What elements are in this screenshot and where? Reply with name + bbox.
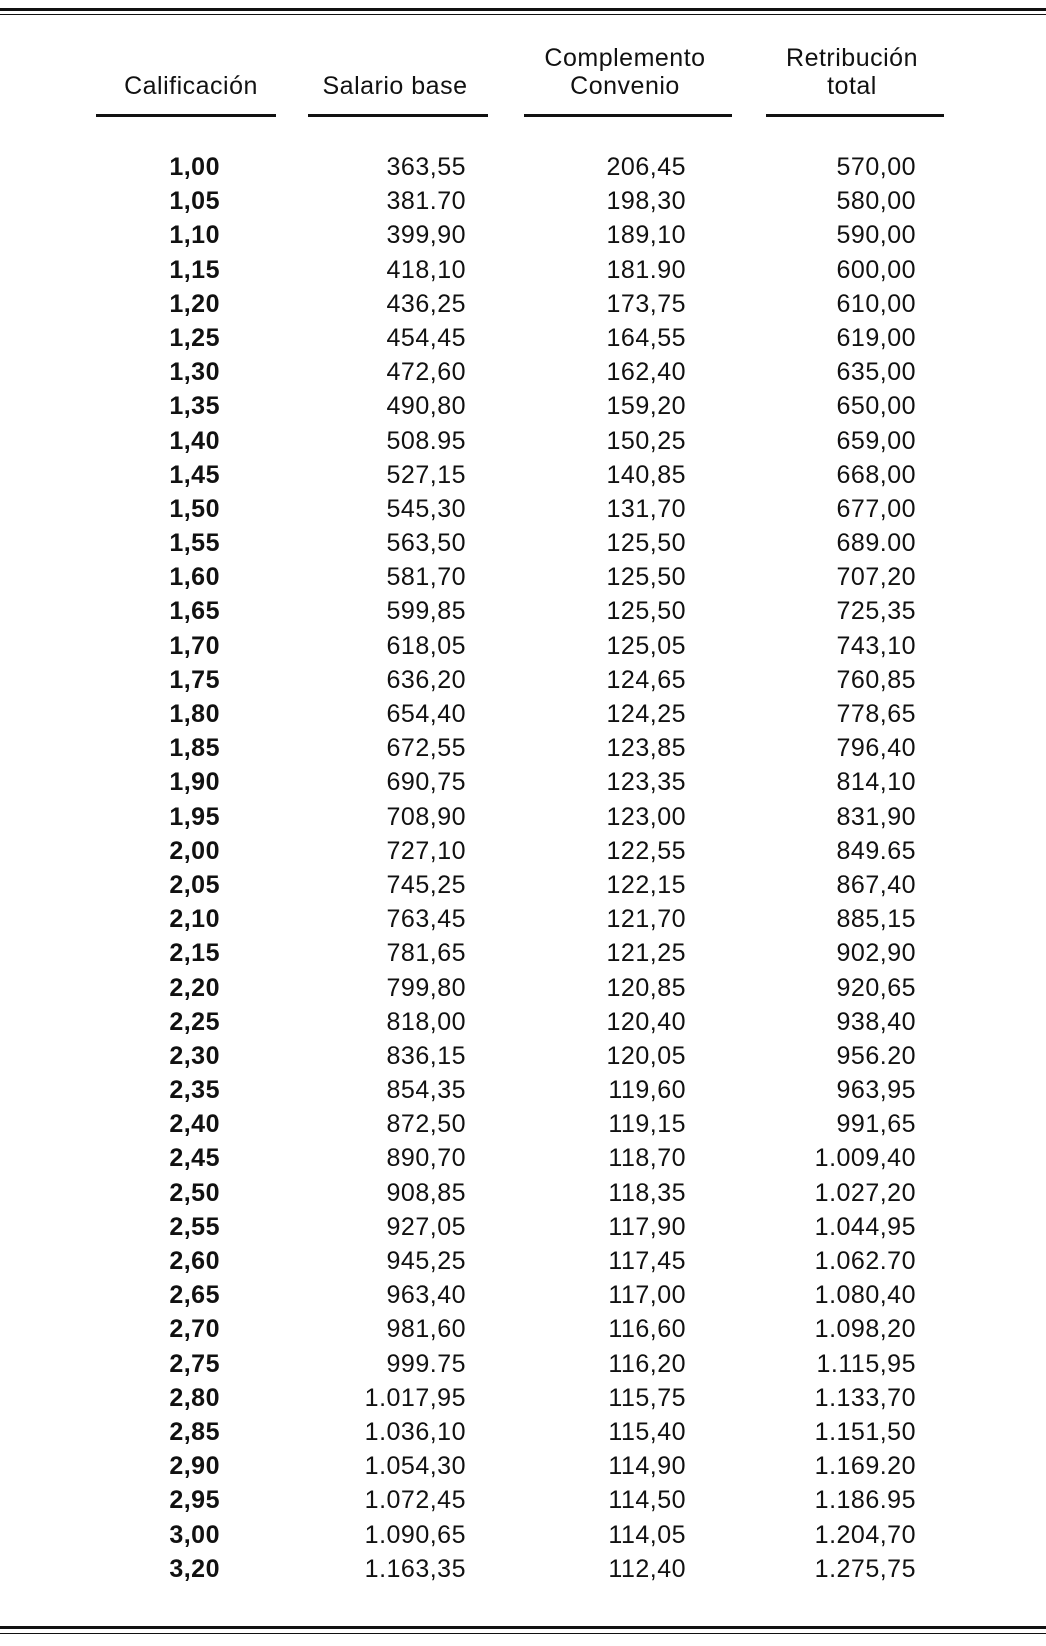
cell-calificacion: 1,55 xyxy=(169,529,220,558)
cell-salario-base: 363,55 xyxy=(386,153,466,181)
table-row xyxy=(0,1176,1046,1210)
table-row xyxy=(0,1005,1046,1039)
cell-salario-base: 745,25 xyxy=(386,870,466,899)
cell-salario-base: 981,60 xyxy=(386,1315,466,1344)
cell-retribucion-total: 1.044,95 xyxy=(814,1212,916,1241)
cell-retribucion-total: 963,95 xyxy=(836,1076,916,1105)
cell-salario-base: 454,45 xyxy=(386,323,466,352)
cell-retribucion-total: 902,90 xyxy=(836,939,916,968)
cell-calificacion: 2,75 xyxy=(169,1349,220,1378)
cell-complemento-convenio: 118,70 xyxy=(608,1144,686,1173)
cell-complemento-convenio: 118,35 xyxy=(608,1178,686,1207)
cell-complemento-convenio: 112,40 xyxy=(608,1554,686,1583)
cell-calificacion: 1,90 xyxy=(169,768,220,797)
cell-complemento-convenio: 120,05 xyxy=(606,1041,686,1070)
cell-complemento-convenio: 125,50 xyxy=(606,563,686,592)
cell-complemento-convenio: 121,25 xyxy=(606,939,686,968)
cell-salario-base: 654,40 xyxy=(386,700,466,728)
table-row xyxy=(0,1244,1046,1278)
table-row xyxy=(0,458,1046,492)
cell-calificacion: 2,55 xyxy=(169,1212,220,1241)
cell-retribucion-total: 831,90 xyxy=(836,802,916,831)
cell-salario-base: 854,35 xyxy=(386,1076,466,1105)
cell-complemento-convenio: 115,75 xyxy=(608,1383,686,1412)
cell-retribucion-total: 659,00 xyxy=(836,426,916,455)
cell-retribucion-total: 610,00 xyxy=(836,289,916,318)
cell-calificacion: 2,65 xyxy=(169,1281,220,1310)
cell-retribucion-total: 938,40 xyxy=(836,1007,916,1036)
cell-complemento-convenio: 117,00 xyxy=(608,1281,686,1310)
header-underline-complemento xyxy=(524,114,732,117)
cell-calificacion: 2,60 xyxy=(169,1247,220,1275)
cell-complemento-convenio: 173,75 xyxy=(606,289,686,318)
header-underline-retribucion xyxy=(766,114,944,117)
cell-complemento-convenio: 121,70 xyxy=(606,905,686,934)
table-row xyxy=(0,663,1046,697)
cell-complemento-convenio: 162,40 xyxy=(606,358,686,387)
cell-retribucion-total: 570,00 xyxy=(836,153,916,181)
cell-complemento-convenio: 123,85 xyxy=(606,734,686,763)
cell-complemento-convenio: 119,15 xyxy=(608,1110,686,1139)
header-salario-line-1: Salario base xyxy=(322,72,468,100)
cell-retribucion-total: 760,85 xyxy=(836,665,916,694)
table-row xyxy=(0,731,1046,765)
cell-retribucion-total: 1.098,20 xyxy=(814,1315,916,1344)
cell-calificacion: 2,00 xyxy=(169,836,220,865)
cell-complemento-convenio: 150,25 xyxy=(606,426,686,455)
cell-complemento-convenio: 181.90 xyxy=(606,255,686,284)
cell-calificacion: 2,20 xyxy=(169,973,220,1002)
cell-calificacion: 1,15 xyxy=(169,255,220,284)
cell-complemento-convenio: 114,50 xyxy=(608,1486,686,1515)
header-underline-calificacion xyxy=(96,114,276,117)
header-salario-base xyxy=(300,72,490,100)
cell-salario-base: 799,80 xyxy=(386,973,466,1002)
cell-complemento-convenio: 117,45 xyxy=(608,1247,686,1275)
cell-salario-base: 999.75 xyxy=(386,1349,466,1378)
cell-salario-base: 963,40 xyxy=(386,1281,466,1310)
cell-calificacion: 2,25 xyxy=(169,1007,220,1036)
table-row xyxy=(0,936,1046,970)
cell-retribucion-total: 580,00 xyxy=(836,187,916,216)
cell-retribucion-total: 1.080,40 xyxy=(814,1281,916,1310)
cell-retribucion-total: 707,20 xyxy=(836,563,916,592)
cell-retribucion-total: 590,00 xyxy=(836,221,916,250)
cell-salario-base: 490,80 xyxy=(386,392,466,421)
cell-salario-base: 472,60 xyxy=(386,358,466,387)
cell-salario-base: 1.017,95 xyxy=(364,1383,466,1412)
table-row xyxy=(0,1347,1046,1381)
table-row xyxy=(0,1107,1046,1141)
table-row xyxy=(0,1552,1046,1586)
cell-salario-base: 508.95 xyxy=(386,426,466,455)
cell-salario-base: 690,75 xyxy=(386,768,466,797)
table-row xyxy=(0,971,1046,1005)
cell-retribucion-total: 1.115,95 xyxy=(816,1349,916,1378)
cell-salario-base: 672,55 xyxy=(386,734,466,763)
table-row xyxy=(0,1449,1046,1483)
cell-complemento-convenio: 120,85 xyxy=(606,973,686,1002)
cell-retribucion-total: 920,65 xyxy=(836,973,916,1002)
cell-calificacion: 1,80 xyxy=(169,700,220,728)
table-row xyxy=(0,1141,1046,1175)
cell-calificacion: 2,40 xyxy=(169,1110,220,1139)
cell-calificacion: 1,60 xyxy=(169,563,220,592)
cell-complemento-convenio: 206,45 xyxy=(606,153,686,181)
cell-salario-base: 436,25 xyxy=(386,289,466,318)
cell-calificacion: 1,05 xyxy=(169,187,220,216)
cell-retribucion-total: 885,15 xyxy=(836,905,916,934)
table-row xyxy=(0,1278,1046,1312)
header-retribucion-line-2: total xyxy=(827,72,877,100)
cell-calificacion: 2,05 xyxy=(169,870,220,899)
table-row xyxy=(0,1483,1046,1517)
cell-salario-base: 618,05 xyxy=(386,631,466,660)
cell-calificacion: 1,40 xyxy=(169,426,220,455)
cell-complemento-convenio: 116,20 xyxy=(608,1349,686,1378)
table-row xyxy=(0,1381,1046,1415)
cell-retribucion-total: 1.204,70 xyxy=(814,1520,916,1549)
cell-retribucion-total: 1.027,20 xyxy=(814,1178,916,1207)
cell-salario-base: 818,00 xyxy=(386,1007,466,1036)
header-complemento-convenio xyxy=(520,44,730,100)
header-underline-salario xyxy=(308,114,488,117)
header-retribucion-total xyxy=(762,44,942,100)
cell-complemento-convenio: 122,15 xyxy=(606,870,686,899)
table-row xyxy=(0,1415,1046,1449)
table-row xyxy=(0,253,1046,287)
cell-calificacion: 2,80 xyxy=(169,1383,220,1412)
cell-salario-base: 763,45 xyxy=(386,905,466,934)
cell-salario-base: 908,85 xyxy=(386,1178,466,1207)
cell-complemento-convenio: 114,90 xyxy=(608,1452,686,1481)
cell-calificacion: 2,35 xyxy=(169,1076,220,1105)
table-row xyxy=(0,1518,1046,1552)
cell-complemento-convenio: 114,05 xyxy=(608,1520,686,1549)
cell-retribucion-total: 1.275,75 xyxy=(814,1554,916,1583)
table-row xyxy=(0,697,1046,731)
cell-calificacion: 2,50 xyxy=(169,1178,220,1207)
cell-calificacion: 3,20 xyxy=(169,1554,220,1583)
table-row xyxy=(0,424,1046,458)
cell-calificacion: 2,15 xyxy=(169,939,220,968)
cell-salario-base: 836,15 xyxy=(386,1041,466,1070)
cell-retribucion-total: 1.009,40 xyxy=(814,1144,916,1173)
cell-complemento-convenio: 115,40 xyxy=(608,1417,686,1446)
cell-salario-base: 636,20 xyxy=(386,665,466,694)
cell-calificacion: 3,00 xyxy=(169,1520,220,1549)
cell-retribucion-total: 619,00 xyxy=(836,323,916,352)
cell-complemento-convenio: 116,60 xyxy=(608,1315,686,1344)
cell-salario-base: 1.163,35 xyxy=(364,1554,466,1583)
cell-retribucion-total: 814,10 xyxy=(836,768,916,797)
table-row xyxy=(0,287,1046,321)
cell-salario-base: 545,30 xyxy=(386,494,466,523)
table-body xyxy=(0,150,1046,1586)
cell-complemento-convenio: 125,05 xyxy=(606,631,686,660)
cell-complemento-convenio: 198,30 xyxy=(606,187,686,216)
cell-calificacion: 2,45 xyxy=(169,1144,220,1173)
cell-salario-base: 527,15 xyxy=(386,460,466,489)
cell-complemento-convenio: 189,10 xyxy=(606,221,686,250)
cell-calificacion: 1,65 xyxy=(169,597,220,626)
header-retribucion-line-1: Retribución xyxy=(786,44,918,72)
table-row xyxy=(0,355,1046,389)
cell-calificacion: 1,85 xyxy=(169,734,220,763)
table-row xyxy=(0,1312,1046,1346)
table-row xyxy=(0,1039,1046,1073)
cell-salario-base: 1.090,65 xyxy=(364,1520,466,1549)
cell-complemento-convenio: 122,55 xyxy=(606,836,686,865)
cell-calificacion: 1,50 xyxy=(169,494,220,523)
table-row xyxy=(0,150,1046,184)
cell-calificacion: 1,25 xyxy=(169,323,220,352)
cell-salario-base: 1.036,10 xyxy=(364,1417,466,1446)
table-row xyxy=(0,834,1046,868)
table-row xyxy=(0,560,1046,594)
cell-calificacion: 1,00 xyxy=(169,153,220,181)
table-row xyxy=(0,902,1046,936)
cell-salario-base: 781,65 xyxy=(386,939,466,968)
cell-calificacion: 1,75 xyxy=(169,665,220,694)
cell-complemento-convenio: 124,25 xyxy=(606,700,686,728)
cell-retribucion-total: 849.65 xyxy=(836,836,916,865)
cell-complemento-convenio: 119,60 xyxy=(608,1076,686,1105)
cell-retribucion-total: 778,65 xyxy=(836,700,916,728)
cell-retribucion-total: 689.00 xyxy=(836,529,916,558)
cell-calificacion: 2,90 xyxy=(169,1452,220,1481)
cell-retribucion-total: 668,00 xyxy=(836,460,916,489)
cell-retribucion-total: 677,00 xyxy=(836,494,916,523)
table-row xyxy=(0,868,1046,902)
cell-calificacion: 2,30 xyxy=(169,1041,220,1070)
cell-retribucion-total: 991,65 xyxy=(836,1110,916,1139)
table-header xyxy=(0,0,1046,130)
header-calificacion xyxy=(96,72,286,100)
cell-salario-base: 1.054,30 xyxy=(364,1452,466,1481)
cell-complemento-convenio: 117,90 xyxy=(608,1212,686,1241)
table-row xyxy=(0,184,1046,218)
cell-calificacion: 1,70 xyxy=(169,631,220,660)
cell-retribucion-total: 1.062.70 xyxy=(814,1247,916,1275)
cell-salario-base: 708,90 xyxy=(386,802,466,831)
table-row xyxy=(0,594,1046,628)
table-row xyxy=(0,765,1046,799)
cell-retribucion-total: 600,00 xyxy=(836,255,916,284)
cell-salario-base: 727,10 xyxy=(386,836,466,865)
cell-calificacion: 2,10 xyxy=(169,905,220,934)
cell-complemento-convenio: 123,35 xyxy=(606,768,686,797)
cell-calificacion: 2,95 xyxy=(169,1486,220,1515)
cell-retribucion-total: 1.151,50 xyxy=(814,1417,916,1446)
table-row xyxy=(0,629,1046,663)
cell-complemento-convenio: 123,00 xyxy=(606,802,686,831)
cell-salario-base: 1.072,45 xyxy=(364,1486,466,1515)
cell-salario-base: 599,85 xyxy=(386,597,466,626)
cell-retribucion-total: 743,10 xyxy=(836,631,916,660)
cell-complemento-convenio: 131,70 xyxy=(606,494,686,523)
cell-complemento-convenio: 159,20 xyxy=(606,392,686,421)
cell-retribucion-total: 650,00 xyxy=(836,392,916,421)
table-row xyxy=(0,321,1046,355)
cell-complemento-convenio: 164,55 xyxy=(606,323,686,352)
cell-retribucion-total: 796,40 xyxy=(836,734,916,763)
table-row xyxy=(0,526,1046,560)
cell-complemento-convenio: 120,40 xyxy=(606,1007,686,1036)
table-row xyxy=(0,1073,1046,1107)
cell-retribucion-total: 867,40 xyxy=(836,870,916,899)
table-row xyxy=(0,389,1046,423)
cell-calificacion: 1,20 xyxy=(169,289,220,318)
cell-salario-base: 381.70 xyxy=(386,187,466,216)
cell-salario-base: 872,50 xyxy=(386,1110,466,1139)
cell-salario-base: 418,10 xyxy=(386,255,466,284)
header-complemento-line-2: Convenio xyxy=(570,72,680,100)
cell-salario-base: 890,70 xyxy=(386,1144,466,1173)
cell-retribucion-total: 635,00 xyxy=(836,358,916,387)
bottom-double-rule-thin xyxy=(0,1633,1046,1634)
cell-salario-base: 945,25 xyxy=(386,1247,466,1275)
cell-calificacion: 1,95 xyxy=(169,802,220,831)
cell-salario-base: 563,50 xyxy=(386,529,466,558)
cell-complemento-convenio: 124,65 xyxy=(606,665,686,694)
bottom-double-rule-thick xyxy=(0,1626,1046,1629)
table-row xyxy=(0,1210,1046,1244)
cell-retribucion-total: 725,35 xyxy=(836,597,916,626)
cell-calificacion: 1,45 xyxy=(169,460,220,489)
cell-retribucion-total: 956.20 xyxy=(836,1041,916,1070)
cell-calificacion: 2,70 xyxy=(169,1315,220,1344)
cell-complemento-convenio: 125,50 xyxy=(606,597,686,626)
header-complemento-line-1: Complemento xyxy=(544,44,706,72)
cell-salario-base: 399,90 xyxy=(386,221,466,250)
cell-calificacion: 1,30 xyxy=(169,358,220,387)
cell-retribucion-total: 1.186.95 xyxy=(814,1486,916,1515)
header-calificacion-line-1: Calificación xyxy=(124,72,258,100)
cell-calificacion: 2,85 xyxy=(169,1417,220,1446)
cell-complemento-convenio: 140,85 xyxy=(606,460,686,489)
cell-retribucion-total: 1.169.20 xyxy=(814,1452,916,1481)
cell-calificacion: 1,35 xyxy=(169,392,220,421)
cell-calificacion: 1,10 xyxy=(169,221,220,250)
table-row xyxy=(0,800,1046,834)
cell-retribucion-total: 1.133,70 xyxy=(814,1383,916,1412)
cell-complemento-convenio: 125,50 xyxy=(606,529,686,558)
cell-salario-base: 927,05 xyxy=(386,1212,466,1241)
table-row xyxy=(0,218,1046,252)
table-row xyxy=(0,492,1046,526)
cell-salario-base: 581,70 xyxy=(386,563,466,592)
